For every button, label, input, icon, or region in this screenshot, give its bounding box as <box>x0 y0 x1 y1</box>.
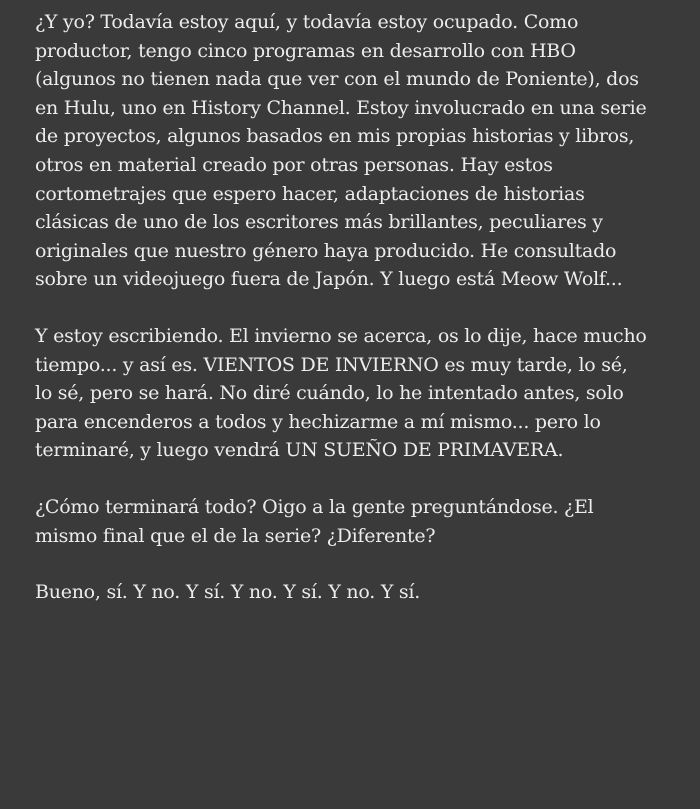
text-line: clásicas de uno de los escritores más brillantes, peculiares y <box>35 211 603 234</box>
text-line: en Hulu, uno en History Channel. Estoy involucrado en una serie <box>35 96 647 119</box>
paragraph-3 <box>35 493 690 550</box>
text-line: originales que nuestro género haya producido. He consultado <box>35 239 617 262</box>
text-line: Y estoy escribiendo. El invierno se acerca, os lo dije, hace mucho <box>35 324 647 347</box>
text-line: terminaré, y luego vendrá UN SUEÑO DE PRIMAVERA. <box>35 439 564 462</box>
paragraph-2 <box>35 322 690 465</box>
text-line: (algunos no tienen nada que ver con el mundo de Poniente), dos <box>35 68 639 91</box>
text-line: mismo final que el de la serie? ¿Diferente? <box>35 524 436 547</box>
text-line: para encenderos a todos y hechizarme a mí mismo... pero lo <box>35 410 601 433</box>
text-line: otros en material creado por otras personas. Hay estos <box>35 153 553 176</box>
text-line: ¿Cómo terminará todo? Oigo a la gente preguntándose. ¿El <box>35 495 594 518</box>
paragraph-1 <box>35 8 690 294</box>
text-line: lo sé, pero se hará. No diré cuándo, lo he intentado antes, solo <box>35 382 624 405</box>
text-line: de proyectos, algunos basados en mis propias historias y libros, <box>35 125 635 148</box>
text-line: ¿Y yo? Todavía estoy aquí, y todavía estoy ocupado. Como <box>35 11 579 33</box>
text-line: productor, tengo cinco programas en desarrollo con HBO <box>35 39 576 62</box>
text-line: sobre un videojuego fuera de Japón. Y luego está Meow Wolf... <box>35 268 623 291</box>
text-line: tiempo... y así es. VIENTOS DE INVIERNO es muy tarde, lo sé, <box>35 353 628 376</box>
paragraph-4 <box>35 578 690 607</box>
text-line: cortometrajes que espero hacer, adaptaciones de historias <box>35 182 585 205</box>
text-line: Bueno, sí. Y no. Y sí. Y no. Y sí. Y no. Y sí. <box>35 581 421 604</box>
